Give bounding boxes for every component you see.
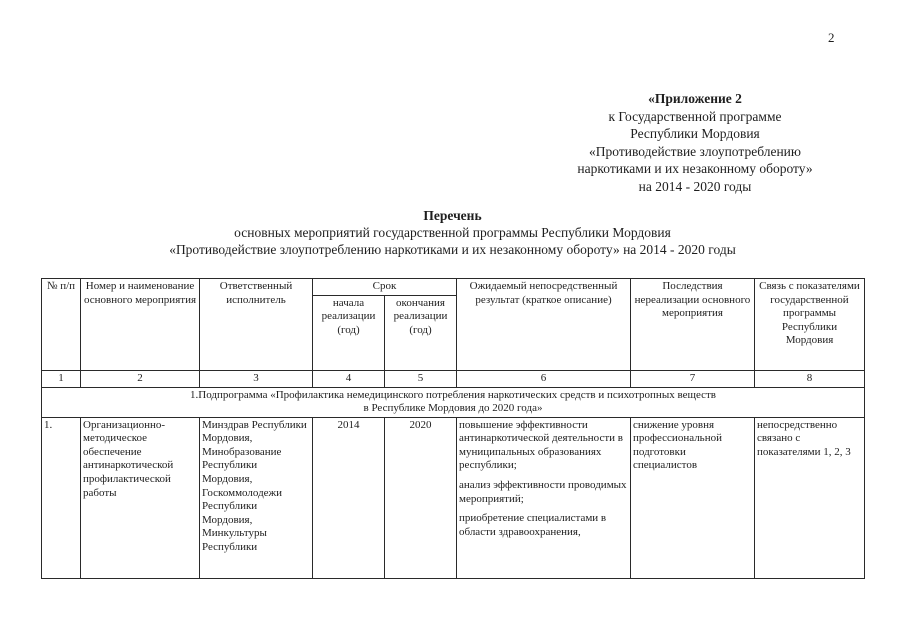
column-number: 3 xyxy=(200,370,313,387)
title-line: «Противодействие злоупотреблению наркотиками и их незаконному обороту» на 2014 - 2020 годы xyxy=(169,242,736,257)
column-number: 5 xyxy=(385,370,457,387)
column-number: 1 xyxy=(42,370,81,387)
table-row xyxy=(42,417,865,578)
column-number: 6 xyxy=(457,370,631,387)
row-start: 2014 xyxy=(313,417,385,578)
header-executor: Ответственный исполнитель xyxy=(200,279,313,371)
header-start: начала реализации (год) xyxy=(313,295,385,370)
row-executor: Минздрав Республики Мордовия, Минобразование Республики Мордовия, Госкоммолодежи Республики Мордовия, Минкультуры Республики xyxy=(200,417,313,578)
subprogram-line: в Республике Мордовия до 2020 года» xyxy=(363,402,543,415)
appendix-line: «Противодействие злоупотреблению xyxy=(589,143,801,159)
header-end: окончания реализации (год) xyxy=(385,295,457,370)
subprogram-line: 1.Подпрограмма «Профилактика немедицинского потребления наркотических средств и психотропных веществ xyxy=(190,388,716,401)
appendix-line: к Государственной программе xyxy=(608,108,782,124)
page-number: 2 xyxy=(828,30,835,45)
appendix-line: Республики Мордовия xyxy=(630,126,760,141)
row-end: 2020 xyxy=(385,417,457,578)
column-number: 4 xyxy=(313,370,385,387)
column-number: 8 xyxy=(755,370,865,387)
subprogram-row xyxy=(42,387,865,417)
row-link: непосредственно связано с показателями 1, 2, 3 xyxy=(755,417,865,578)
title-line: основных мероприятий государственной программы Республики Мордовия xyxy=(234,225,671,240)
header-term: Срок xyxy=(313,279,457,296)
appendix-line: на 2014 - 2020 годы xyxy=(638,178,752,194)
column-number: 7 xyxy=(631,370,755,387)
row-result xyxy=(457,417,631,578)
row-consequences: снижение уровня профессиональной подготовки специалистов xyxy=(631,417,755,578)
column-numbers-row xyxy=(42,370,865,387)
appendix-block xyxy=(540,90,850,195)
appendix-line: наркотиками и их незаконному обороту» xyxy=(577,161,813,176)
header-num: № п/п xyxy=(42,279,81,371)
header-link: Связь с показателями государственной программы Республики Мордовия xyxy=(755,279,865,371)
title-line: Перечень xyxy=(423,208,482,223)
result-item: приобретение специалистами в области здравоохранения, xyxy=(459,512,607,538)
header-name: Номер и наименование основного мероприятия xyxy=(81,279,200,371)
result-item: анализ эффективности проводимых мероприятий; xyxy=(459,478,627,505)
header-consequences: Последствия нереализации основного мероприятия xyxy=(631,279,755,371)
header-row xyxy=(42,279,865,296)
column-number: 2 xyxy=(81,370,200,387)
row-num: 1. xyxy=(42,417,81,578)
result-item: повышение эффективности антинаркотической деятельности в муниципальных образованиях республики; xyxy=(459,418,623,472)
measures-table xyxy=(41,278,865,579)
appendix-line: «Приложение 2 xyxy=(648,91,742,106)
row-name: Организационно-методическое обеспечение антинаркотической профилактической работы xyxy=(81,417,200,578)
document-title xyxy=(0,207,905,258)
subprogram-heading xyxy=(42,387,865,417)
header-result: Ожидаемый непосредственный результат (краткое описание) xyxy=(457,279,631,371)
